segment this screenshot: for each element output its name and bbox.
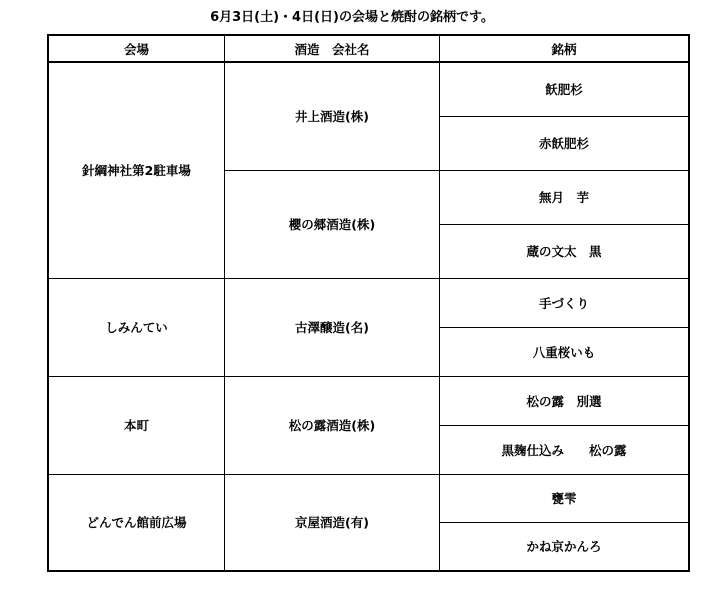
- venue-cell: しみんてい: [49, 278, 225, 376]
- table-row: [49, 62, 689, 116]
- brand-cell: 赤飫肥杉: [440, 116, 689, 170]
- brand-cell: 手づくり: [440, 278, 689, 327]
- table-row: [49, 278, 689, 327]
- brand-cell: 黒麹仕込み 松の露: [440, 425, 689, 474]
- brand-cell: 甕雫: [440, 474, 689, 522]
- brewery-cell: 井上酒造(株): [225, 62, 440, 170]
- brand-cell: 八重桜いも: [440, 327, 689, 376]
- brand-cell: 飫肥杉: [440, 62, 689, 116]
- brand-cell: 無月 芋: [440, 170, 689, 224]
- page-title: 6月3日(土)・4日(日)の会場と焼酎の銘柄です。: [210, 10, 494, 25]
- brand-cell: 蔵の文太 黒: [440, 224, 689, 278]
- header-venue: 会場: [49, 36, 225, 63]
- table-row: [49, 474, 689, 522]
- venue-cell: どんでん館前広場: [49, 474, 225, 570]
- table-header-row: [49, 36, 689, 63]
- brewery-cell: 櫻の郷酒造(株): [225, 170, 440, 278]
- header-brewery: 酒造 会社名: [225, 36, 440, 63]
- venue-cell: 針綱神社第2駐車場: [49, 62, 225, 278]
- brand-cell: 松の露 別選: [440, 376, 689, 425]
- brewery-cell: 松の露酒造(株): [225, 376, 440, 474]
- brewery-cell: 京屋酒造(有): [225, 474, 440, 570]
- venue-table: [48, 35, 689, 571]
- brewery-cell: 古澤醸造(名): [225, 278, 440, 376]
- venue-cell: 本町: [49, 376, 225, 474]
- header-brand: 銘柄: [440, 36, 689, 63]
- table-row: [49, 376, 689, 425]
- brand-cell: かね京かんろ: [440, 522, 689, 570]
